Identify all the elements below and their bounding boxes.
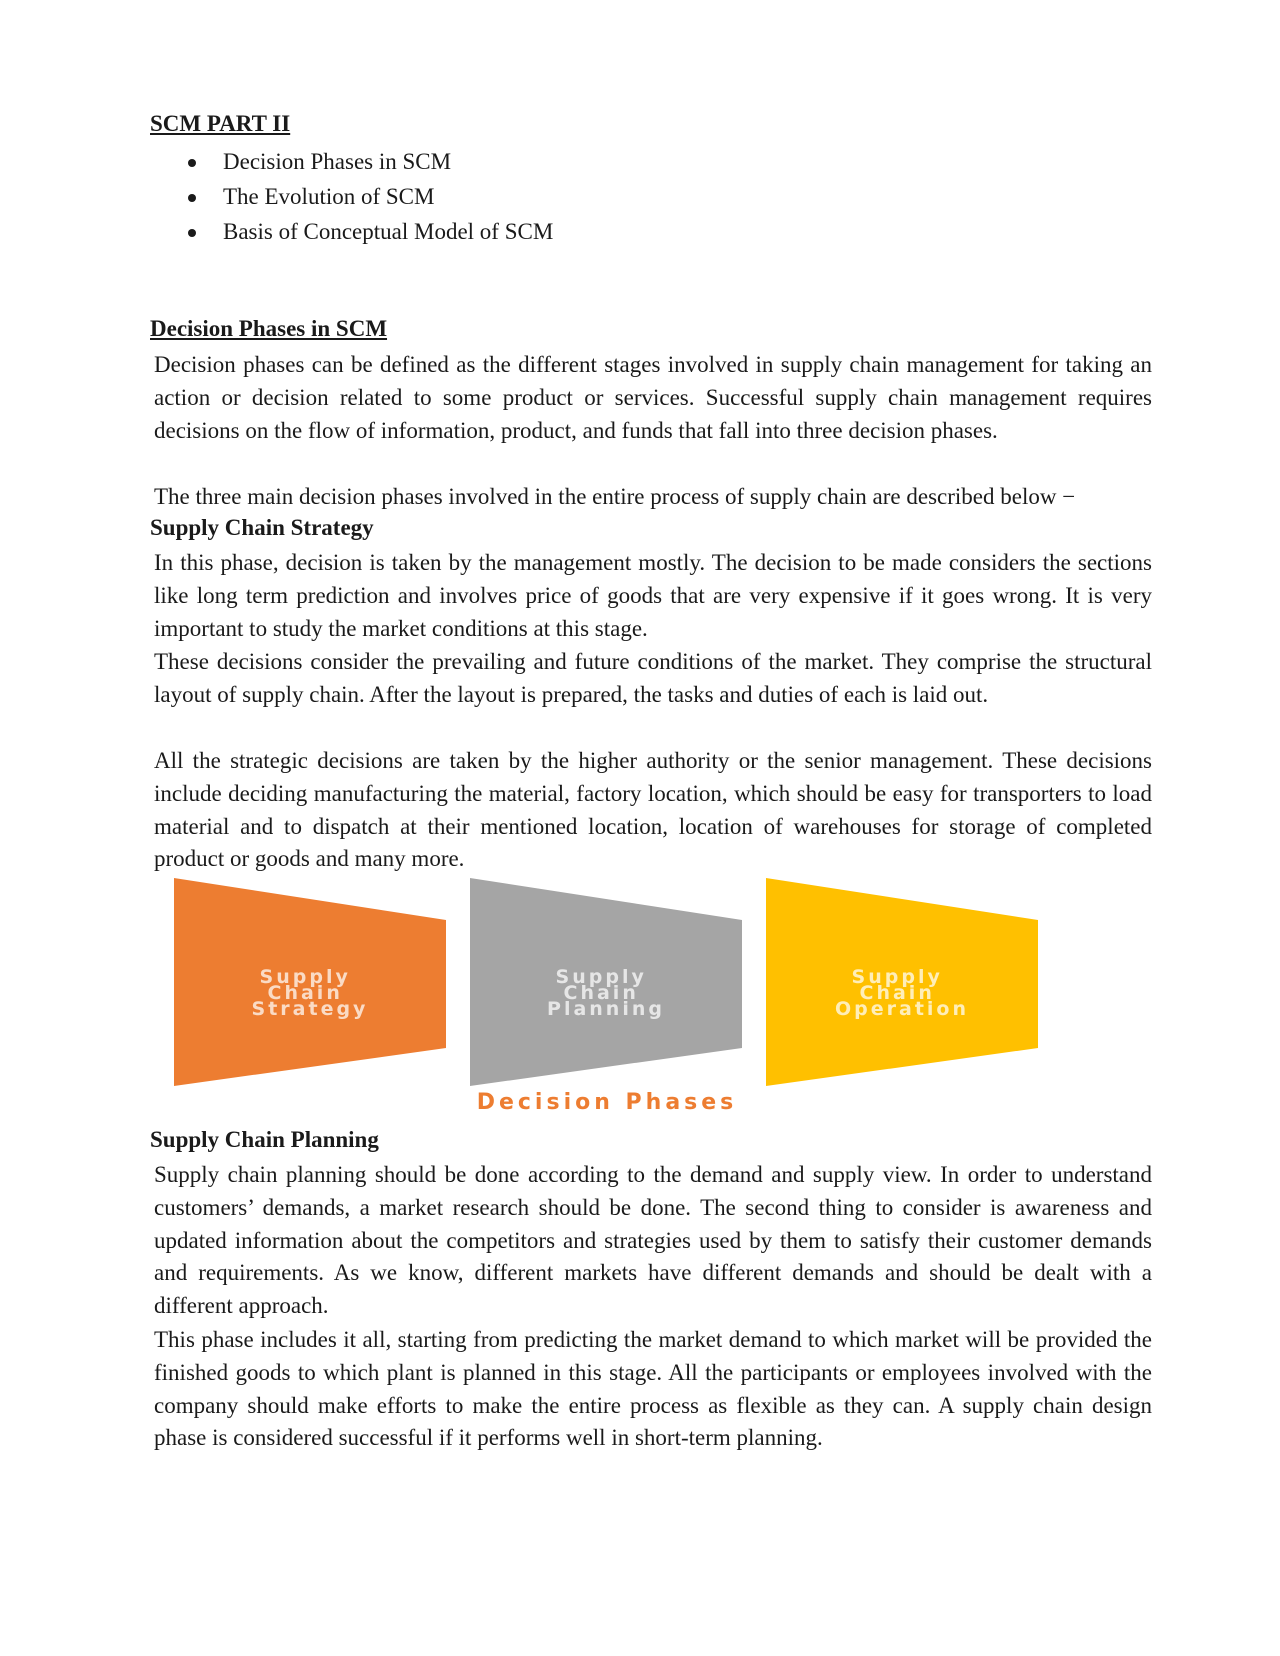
figure-caption: Decision Phases — [476, 1090, 738, 1112]
list-item — [150, 214, 553, 249]
strategy-paragraph: In this phase, decision is taken by the management mostly. The decision to be made considers the sections like long term prediction and involves price of goods that are very expensive if it goes wrong. It is very important to study the market conditions at this stage. — [154, 550, 1152, 641]
phase-strategy-label: Supply Chain Strategy — [251, 966, 369, 1020]
bullet-icon — [188, 159, 196, 167]
topic-label: The Evolution of SCM — [223, 184, 435, 209]
decision-phases-heading: Decision Phases in SCM — [150, 316, 388, 341]
list-item — [150, 144, 553, 179]
topic-label: Decision Phases in SCM — [223, 149, 452, 174]
decision-phases-figure — [170, 872, 1040, 1112]
planning-paragraph: This phase includes it all, starting from predicting the market demand to which market will be provided the finished goods to which plant is planned in this stage. All the participants or employees involved with the company should make efforts to make the entire process as flexible as they can. A supply chain design phase is considered successful if it performs well in short-term planning. — [154, 1327, 1152, 1451]
phase-planning — [470, 878, 742, 1086]
document-title: SCM PART II — [150, 111, 291, 136]
strategy-paragraph: All the strategic decisions are taken by the higher authority or the senior management. These decisions include deciding manufacturing the material, factory location, which should be easy for transporters to load material and to dispatch at their mentioned location, location of warehouses for storage of completed product or goods and many more. — [154, 748, 1152, 872]
planning-heading: Supply Chain Planning — [150, 1127, 379, 1152]
bullet-icon — [188, 229, 196, 237]
strategy-heading: Supply Chain Strategy — [150, 515, 374, 540]
list-item — [150, 179, 553, 214]
topic-list — [150, 144, 553, 249]
decision-phases-lead: The three main decision phases involved in the entire process of supply chain are described below − — [154, 484, 1076, 509]
strategy-paragraph: These decisions consider the prevailing and future conditions of the market. They comprise the structural layout of supply chain. After the layout is prepared, the tasks and duties of each is laid out. — [154, 649, 1152, 707]
phase-operation-label: Supply Chain Operation — [834, 966, 970, 1020]
planning-paragraph: Supply chain planning should be done according to the demand and supply view. In order to understand customers’ demands, a market research should be done. The second thing to consider is awareness and updated information about the competitors and strategies used by them to satisfy their customer demands and requirements. As we know, different markets have different demands and should be dealt with a different approach. — [154, 1162, 1152, 1319]
phase-planning-label: Supply Chain Planning — [547, 966, 665, 1020]
phase-operation — [766, 878, 1038, 1086]
bullet-icon — [188, 194, 196, 202]
topic-label: Basis of Conceptual Model of SCM — [223, 219, 554, 244]
phase-strategy — [174, 878, 446, 1086]
decision-phases-diagram — [170, 872, 1040, 1112]
decision-phases-intro: Decision phases can be defined as the different stages involved in supply chain management for taking an action or decision related to some product or services. Successful supply chain management requires decisions on the flow of information, product, and funds that fall into three decision phases. — [154, 352, 1152, 443]
